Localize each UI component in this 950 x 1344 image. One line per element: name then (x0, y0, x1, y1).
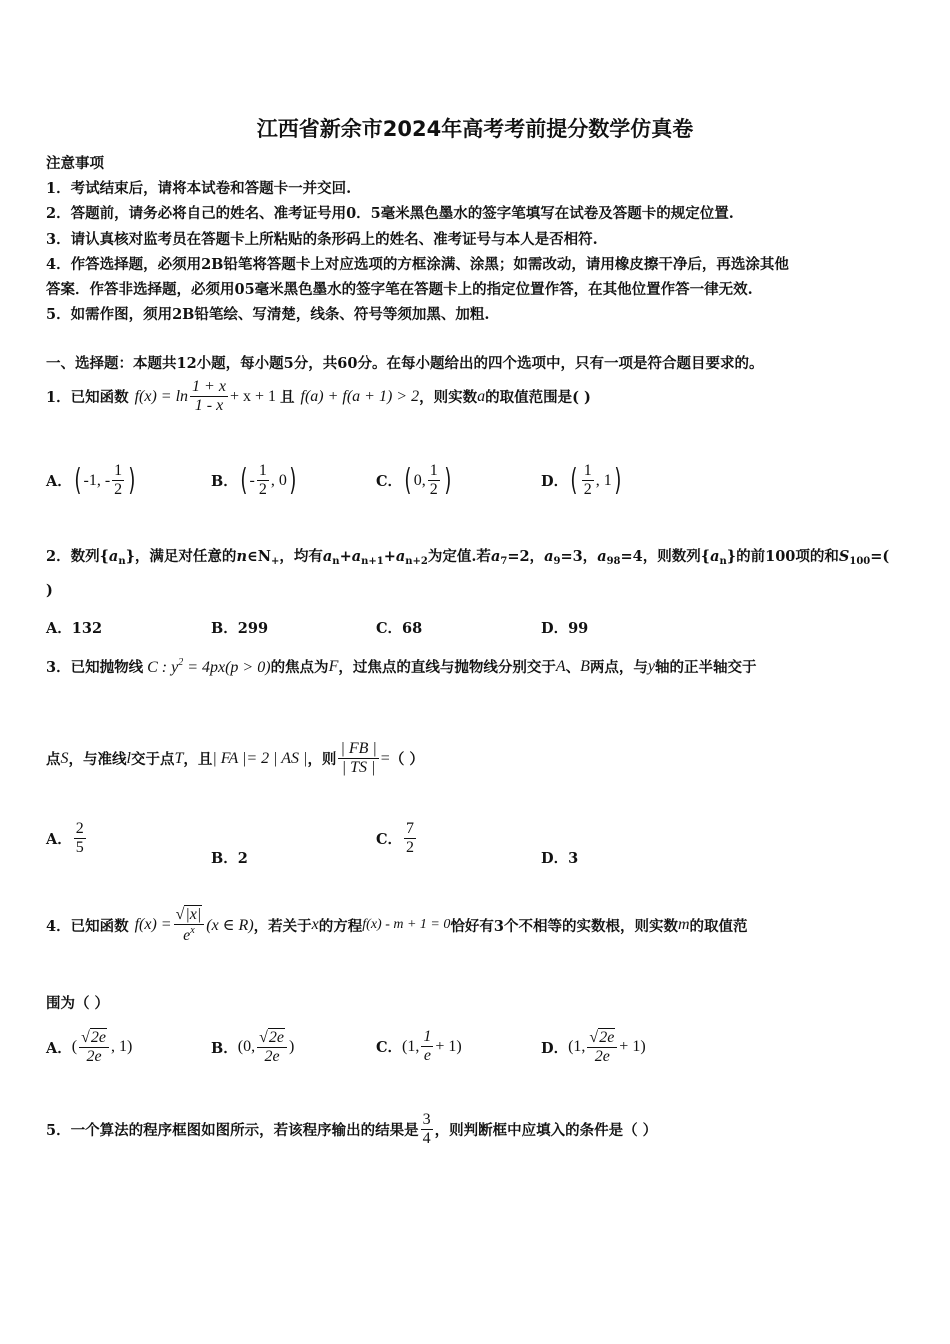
q3-eq-sign: = (380, 749, 390, 767)
option-den: 2e (86, 1048, 102, 1066)
q2-sub: n (332, 556, 340, 567)
q2-sub: 9 (553, 556, 561, 567)
option-label: C． (376, 620, 403, 637)
q2-sub: n+1 (361, 556, 384, 567)
q4-var: x (311, 916, 319, 934)
q2-var: n (236, 548, 247, 565)
q2-var: a (597, 548, 607, 565)
question-1 (46, 378, 591, 416)
option-close: + 1) (619, 1038, 646, 1056)
option-label: D． (541, 1039, 569, 1057)
q1-option-b[interactable]: B． ( - $\frac{1}{2}$ , 0 ) (211, 462, 297, 499)
option-num: 1 (257, 462, 269, 481)
q3-text: ，且 (183, 751, 213, 769)
notice-item: 1．考试结束后，请将本试卷和答题卡一并交回. (46, 180, 352, 197)
q2-option-c[interactable] (376, 617, 422, 638)
q4-option-c[interactable] (376, 1028, 462, 1066)
q3-text: 两点，与 (589, 659, 648, 676)
q3-eq: C : y (147, 658, 179, 676)
notice-item: 4．作答选择题，必须用2B铅笔将答题卡上对应选项的方框涂满、涂黑；如需改动，请用橡皮擦干净后，再选涂其他 (46, 256, 789, 273)
option-right: , 1 (595, 471, 612, 489)
q2-text: =2， (507, 548, 545, 565)
q1-frac-num: 1 + x (190, 378, 228, 397)
option-label: D． (541, 850, 569, 867)
q2-text: }，满足对任意的 (125, 548, 237, 565)
q2-var: a (322, 548, 333, 565)
q3-text: ，与准线 (68, 751, 127, 769)
q2-text: =4，则数列{ (620, 548, 711, 565)
q2-sub: 7 (500, 556, 508, 567)
q3-equation (147, 657, 270, 677)
q1-and: 且 (280, 389, 295, 407)
option-den: 2 (429, 481, 438, 499)
option-num: 1 (428, 462, 440, 481)
q1-var: a (477, 387, 486, 405)
notice-item: 3．请认真核对监考员在答题卡上所粘贴的条形码上的姓名、准考证号与本人是否相符. (46, 231, 598, 248)
q3-eq-rest: = 4px(p > 0) (183, 658, 271, 676)
q3-text: 、 (565, 659, 581, 676)
q5-frac-den: 4 (422, 1130, 431, 1148)
option-value: 99 (568, 620, 589, 637)
option-label: C． (376, 1039, 403, 1057)
option-close: ) (288, 1038, 295, 1056)
q2-sub: 100 (849, 556, 871, 567)
q1-function-rest: + x + 1 (229, 387, 276, 405)
q1-option-a[interactable]: A． ( -1, - $\frac{1}{2}$ ) (46, 462, 136, 499)
option-label: B． (211, 1039, 238, 1057)
option-right: , 0 (270, 471, 287, 489)
q1-option-c[interactable]: C． ( 0, $\frac{1}{2}$ ) (376, 462, 452, 499)
option-label: B． (211, 620, 238, 637)
option-value: 132 (71, 620, 103, 637)
option-value: 299 (237, 620, 269, 637)
q3-eq-sup: 2 (178, 656, 184, 668)
q2-var: S (838, 548, 850, 565)
q3-option-d[interactable] (541, 847, 578, 868)
q2-var: +a (339, 548, 362, 565)
q1-prefix: 1．已知函数 (46, 389, 129, 407)
option-close: + 1) (435, 1037, 462, 1055)
q2-var: a (490, 548, 501, 565)
q4-domain: (x ∈ R) (206, 917, 254, 935)
option-num: 7 (404, 820, 416, 839)
q3-text: 交于点 (130, 751, 175, 769)
q2-sub: n (118, 556, 126, 567)
q3-option-c[interactable] (376, 820, 418, 858)
q3-text: 的焦点为 (270, 659, 329, 676)
option-left: 0, (413, 471, 426, 489)
q1-mid: ，则实数 (419, 389, 478, 407)
option-den: 5 (75, 839, 84, 857)
option-open: (1, (568, 1038, 586, 1056)
q3-text: ，过焦点的直线与抛物线分别交于 (338, 659, 556, 676)
q3-option-b[interactable] (211, 847, 248, 868)
option-value: 3 (568, 850, 579, 867)
notice-item: 答案．作答非选择题，必须用05毫米黑色墨水的签字笔在答题卡上的指定位置作答，在其他位置作答一律无效. (46, 281, 753, 298)
q2-var: a (544, 548, 554, 565)
option-label: C． (376, 473, 403, 491)
section-heading: 一、选择题：本题共12小题，每小题5分，共60分。在每小题给出的四个选项中，只有一项是符合题目要求的。 (46, 355, 764, 372)
question-4 (46, 905, 748, 946)
q1-option-d[interactable]: D． ( $\frac{1}{2}$ , 1 ) (541, 462, 622, 499)
option-value: 2 (237, 850, 248, 867)
option-left: -1, - (83, 471, 111, 489)
q2-var: a (108, 548, 119, 565)
option-open: (0, (237, 1038, 256, 1056)
q2-sub: 98 (606, 556, 621, 567)
q2-text: 2．数列{ (46, 548, 109, 565)
q3-var: T (174, 749, 184, 767)
question-3 (46, 656, 757, 677)
q3-var: A (555, 657, 566, 675)
q4-fraction: $\frac{√|x|}{e^x}$ (174, 905, 205, 946)
q3-text: （ ） (389, 751, 424, 769)
q4-option-d[interactable]: D． (1, $\frac{√2e}{2e}$ + 1) (541, 1029, 646, 1066)
q3-frac-num: | FB | (338, 740, 378, 759)
q5-text: ，则判断框中应填入的条件是（ ） (434, 1122, 658, 1140)
option-num: 1 (582, 462, 594, 481)
question-5 (46, 1111, 657, 1149)
q2-var: a (710, 548, 720, 565)
q4-text: 恰好有3个不相等的实数根，则实数 (450, 917, 678, 935)
q4-equation: f(x) - m + 1 = 0 (362, 917, 451, 933)
option-den: 2 (583, 481, 592, 499)
q2-text: =3， (560, 548, 598, 565)
option-num: 2e (599, 1029, 615, 1046)
q2-text: }的前100项的和 (726, 548, 839, 565)
q2-option-b[interactable] (211, 617, 268, 638)
q3-var: B (580, 657, 590, 675)
q4-text: 的方程 (318, 917, 363, 935)
option-label: A． (46, 831, 72, 849)
q3-fraction (338, 740, 378, 778)
q4-var: m (677, 916, 690, 934)
q4-text: 的取值范 (689, 917, 748, 935)
option-left: - (249, 471, 255, 489)
q2-close-paren: ) (46, 582, 53, 599)
q2-text: 为定值.若 (427, 548, 491, 565)
q2-text: =( (870, 548, 890, 565)
option-label: A． (46, 1039, 72, 1057)
q3-frac-den: | TS | (341, 759, 376, 777)
q4-option-b[interactable]: B． (0, $\frac{√2e}{2e}$ ) (211, 1029, 295, 1066)
q5-text: 5．一个算法的程序框图如图所示，若该程序输出的结果是 (46, 1122, 419, 1140)
q4-text: ，若关于 (253, 917, 312, 935)
q3-var: S (60, 749, 69, 767)
q4-function: f(x) = (134, 916, 172, 934)
option-label: D． (541, 620, 569, 637)
q2-var: +a (383, 548, 406, 565)
q4-frac-num: |x| (185, 906, 202, 923)
q1-fraction (190, 378, 228, 416)
option-num: 1 (421, 1028, 433, 1047)
question-2 (46, 545, 889, 567)
q2-sub: n+2 (405, 556, 428, 567)
option-num: 2e (90, 1029, 106, 1046)
question-3-line2 (46, 740, 424, 778)
q3-option-a[interactable] (46, 820, 88, 858)
option-label: B． (211, 473, 238, 491)
q4-line2: 围为（ ） (46, 995, 110, 1012)
option-num: 1 (112, 462, 124, 481)
q1-function-lhs: f(x) = ln (134, 387, 189, 405)
q2-option-d[interactable] (541, 617, 588, 638)
q4-option-a[interactable]: A． ( $\frac{√2e}{2e}$ , 1) (46, 1029, 133, 1066)
q4-frac-den-sup: x (190, 925, 195, 937)
q2-option-a[interactable] (46, 617, 102, 638)
option-den: 2 (114, 481, 123, 499)
option-num: 2e (268, 1029, 284, 1046)
option-den: 2 (406, 839, 415, 857)
q3-var: y (647, 657, 656, 675)
q3-var: l (126, 749, 131, 767)
option-label: B． (211, 850, 238, 867)
option-close: , 1) (110, 1038, 133, 1056)
q4-frac-den: e (183, 927, 191, 945)
notice-item: 5．如需作图，须用2B铅笔绘、写清楚，线条、符号等须加黑、加粗. (46, 306, 490, 323)
q5-frac-num: 3 (421, 1111, 433, 1130)
option-num: 2 (74, 820, 86, 839)
option-den: 2e (594, 1048, 610, 1066)
q2-text: ∈N (246, 548, 271, 565)
option-open: ( (71, 1038, 78, 1056)
q2-sub: + (270, 556, 280, 567)
q2-text: ，均有 (279, 548, 323, 565)
page-title: 江西省新余市2024年高考考前提分数学仿真卷 (256, 117, 694, 141)
option-label: D． (541, 473, 569, 491)
q4-text: 4．已知函数 (46, 917, 129, 935)
option-label: A． (46, 473, 72, 491)
option-label: A． (46, 620, 72, 637)
option-den: 2 (258, 481, 267, 499)
option-open: (1, (402, 1037, 420, 1055)
notice-item: 2．答题前，请务必将自己的姓名、准考证号用0．5毫米黑色墨水的签字笔填写在试卷及答题卡的规定位置. (46, 205, 734, 222)
q3-var: F (328, 657, 339, 675)
option-den: e (423, 1047, 431, 1065)
q2-sub: n (719, 556, 727, 567)
option-den: 2e (264, 1048, 280, 1066)
option-label: C． (376, 831, 403, 849)
q1-suffix: 的取值范围是( ) (485, 389, 591, 407)
q3-text: 3．已知抛物线 (46, 659, 144, 676)
q3-text: ，则 (307, 751, 337, 769)
q1-frac-den: 1 - x (194, 397, 224, 415)
q3-text: 点 (46, 751, 61, 769)
q3-condition: | FA |= 2 | AS | (212, 749, 308, 767)
q1-condition: f(a) + f(a + 1) > 2 (300, 387, 420, 405)
option-value: 68 (402, 620, 423, 637)
notice-heading: 注意事项 (46, 155, 104, 172)
q3-text: 轴的正半轴交于 (655, 659, 757, 676)
